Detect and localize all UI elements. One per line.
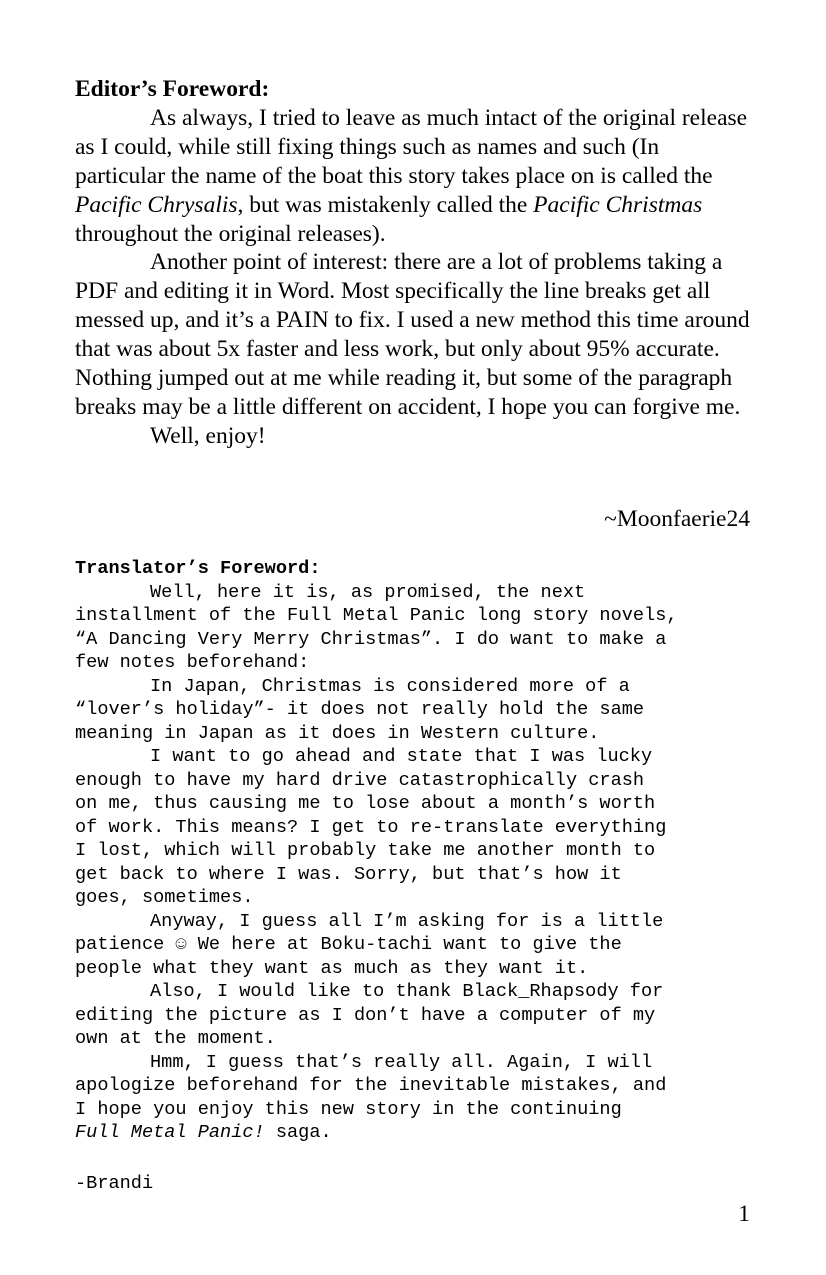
translator-line: on me, thus causing me to lose about a month’s worth: [75, 793, 656, 814]
editor-p1-text-b: , but was mistakenly called the: [237, 191, 534, 218]
editor-p1-text-a: As always, I tried to leave as much intact of the original release as I could, while still fixing things such as names and such (In particular the name of the boat this story takes place on is called the: [75, 104, 748, 189]
translator-line: Also, I would like to thank Black_Rhapsody for: [150, 981, 664, 1002]
translator-line: get back to where I was. Sorry, but that’s how it: [75, 863, 622, 885]
translator-line: I hope you enjoy this new story in the continuing: [75, 1098, 622, 1120]
translator-line: apologize beforehand for the inevitable mistakes, and: [75, 1075, 667, 1096]
translator-line: few notes beforehand:: [75, 652, 310, 673]
translator-line: people what they want as much as they want it.: [75, 957, 589, 979]
translator-line: enough to have my hard drive catastrophically crash: [75, 769, 645, 791]
translator-line: of work. This means? I get to re-translate everything: [75, 816, 667, 838]
translator-line: “A Dancing Very Merry Christmas”. I do want to make a: [75, 628, 667, 650]
editor-foreword: [75, 75, 755, 451]
editor-signature: ~Moonfaerie24: [604, 506, 750, 532]
translator-line: own at the moment.: [75, 1028, 276, 1049]
translator-line: patience ☺ We here at Boku-tachi want to give the: [75, 934, 622, 955]
translator-line: meaning in Japan as it does in Western culture.: [75, 722, 600, 744]
translator-line-final: [75, 1121, 775, 1145]
page-number: 1: [738, 1201, 750, 1227]
translator-line: Well, here it is, as promised, the next: [150, 581, 586, 603]
translator-line: I want to go ahead and state that I was lucky: [150, 746, 653, 767]
boat-name-correct: Pacific Chrysalis: [75, 191, 238, 218]
editor-paragraph-3: Well, enjoy!: [150, 422, 266, 449]
translator-signature: -Brandi: [75, 1173, 154, 1194]
translator-line: In Japan, Christmas is considered more of a: [150, 675, 630, 697]
series-title: Full Metal Panic!: [75, 1122, 265, 1143]
translator-foreword: [75, 557, 775, 1145]
translator-line: installment of the Full Metal Panic long story novels,: [75, 605, 678, 626]
translator-line: “lover’s holiday”- it does not really hold the same: [75, 699, 645, 720]
translator-foreword-heading: Translator’s Foreword:: [75, 558, 321, 579]
editor-foreword-heading: Editor’s Foreword:: [75, 76, 270, 102]
translator-line: editing the picture as I don’t have a computer of my: [75, 1004, 656, 1026]
translator-line: Anyway, I guess all I’m asking for is a little: [150, 910, 664, 932]
translator-line: I lost, which will probably take me another month to: [75, 840, 656, 861]
translator-final-text: saga.: [264, 1122, 332, 1143]
boat-name-mistaken: Pacific Christmas: [533, 191, 703, 218]
editor-paragraph-1: [75, 104, 755, 249]
editor-p1-text-c: throughout the original releases).: [75, 220, 386, 247]
editor-paragraph-2: Another point of interest: there are a lot of problems taking a PDF and editing it in Word. Most specifically the line breaks get all messed up, and it’s a PAIN to fix. I used a new method this time around that was about 5x faster and less work, but only about 95% accurate. Nothing jumped out at me while reading it, but some of the paragraph breaks may be a little different on accident, I hope you can forgive me.: [75, 249, 750, 420]
translator-line: goes, sometimes.: [75, 887, 254, 908]
translator-line: Hmm, I guess that’s really all. Again, I will: [150, 1051, 653, 1073]
